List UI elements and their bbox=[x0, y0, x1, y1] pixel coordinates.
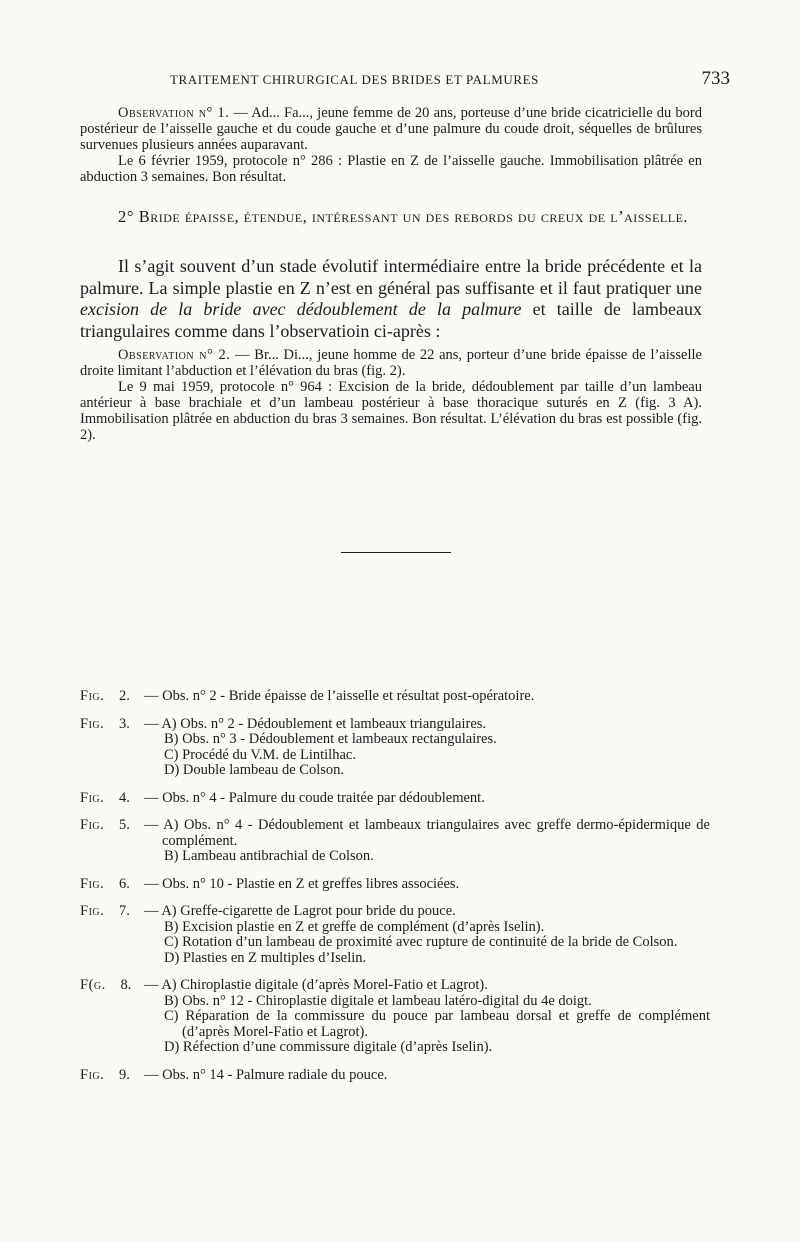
figure-caption bbox=[80, 904, 710, 966]
figure-caption-line: C) Réparation de la commissure du pouce par lambeau dorsal et greffe de complément (d’après Morel-Fatio et Lagrot). bbox=[164, 1008, 710, 1040]
figure-number: Fig. 6. bbox=[80, 875, 130, 892]
body-text-italic: excision de la bride avec dédoublement de la palmure bbox=[80, 299, 522, 319]
figure-caption-line: B) Obs. n° 12 - Chiroplastie digitale et lambeau latéro-digital du 4e doigt. bbox=[164, 992, 592, 1009]
figure-caption-line: D) Réfection d’une commissure digitale (d’après Iselin). bbox=[164, 1039, 493, 1055]
figure-caption bbox=[80, 818, 710, 865]
figure-caption bbox=[80, 791, 710, 807]
figure-caption-line: — Obs. n° 2 - Bride épaisse de l’aisselle et résultat post-opératoire. bbox=[144, 688, 535, 704]
figure-number: Fig. 7. bbox=[80, 903, 130, 919]
figure-captions bbox=[80, 689, 710, 1095]
figure-caption bbox=[80, 1068, 710, 1084]
observation-2-protocol: Le 9 mai 1959, protocole n° 964 : Excision de la bride, dédoublement par taille d’un lambeau antérieur à base brachiale et d’un lambeau postérieur à base thoracique suturés en Z (fig. 3 A). Immobilisation plâtrée en abduction du bras 3 semaines. Bon résultat. L’élévation du bras est possible (fig. 2). bbox=[80, 379, 702, 443]
body-text-2: et taille de lambeaux triangulaires comme dans l’observatioin ci-après : bbox=[80, 299, 702, 341]
figure-caption-line: D) Double lambeau de Colson. bbox=[164, 762, 345, 778]
figure-number: F(g. 8. bbox=[80, 977, 132, 993]
figure-caption-line: C) Procédé du V.M. de Lintilhac. bbox=[164, 746, 356, 763]
running-header bbox=[170, 68, 730, 89]
figure-caption bbox=[80, 717, 710, 779]
figure-number: Fig. 5. bbox=[80, 817, 130, 833]
observation-1 bbox=[80, 105, 702, 185]
section-heading bbox=[80, 206, 702, 228]
figure-caption-line: — A) Obs. n° 2 - Dédoublement et lambeaux triangulaires. bbox=[144, 715, 487, 732]
observation-1-protocol: Le 6 février 1959, protocole n° 286 : Plastie en Z de l’aisselle gauche. Immobilisation plâtrée en abduction 3 semaines. Bon résultat. bbox=[80, 153, 702, 185]
observation-2-text: — Br... Di..., jeune homme de 22 ans, porteur d’une bride épaisse de l’aisselle droite limitant l’abduction et l’élévation du bras (fig. 2). bbox=[80, 347, 702, 379]
figure-caption-line: — A) Chiroplastie digitale (d’après Morel-Fatio et Lagrot). bbox=[144, 977, 488, 993]
figure-caption-line: B) Excision plastie en Z et greffe de complément (d’après Iselin). bbox=[164, 918, 545, 935]
observation-1-text: — Ad... Fa..., jeune femme de 20 ans, porteuse d’une bride cicatricielle du bord postérieur de l’aisselle gauche et du coude gauche et d’une palmure du coude droit, séquelles de brûlures survenues plusieurs années auparavant. bbox=[80, 105, 702, 153]
figure-caption-line: B) Lambeau antibrachial de Colson. bbox=[164, 848, 374, 864]
observation-2-label: Observation n° 2. bbox=[118, 347, 231, 363]
observation-1-label: Observation n° 1. bbox=[118, 105, 230, 121]
page-number: 733 bbox=[701, 68, 730, 89]
figure-caption-line: — Obs. n° 4 - Palmure du coude traitée par dédoublement. bbox=[144, 789, 485, 806]
figure-caption-line: B) Obs. n° 3 - Dédoublement et lambeaux rectangulaires. bbox=[164, 731, 497, 747]
figure-number: Fig. 9. bbox=[80, 1066, 130, 1083]
body-paragraph bbox=[80, 256, 702, 342]
figure-caption bbox=[80, 689, 710, 705]
figure-caption-line: C) Rotation d’un lambeau de proximité avec rupture de continuité de la bride de Colson. bbox=[164, 934, 678, 950]
figure-number: Fig. 3. bbox=[80, 715, 130, 732]
figure-caption-line: — A) Greffe-cigarette de Lagrot pour bride du pouce. bbox=[144, 903, 456, 919]
section-divider bbox=[341, 552, 451, 553]
figure-number: Fig. 4. bbox=[80, 789, 130, 806]
body-text-1: Il s’agit souvent d’un stade évolutif intermédiaire entre la bride précédente et la palmure. La simple plastie en Z n’est en général pas suffisante et il faut pratiquer une bbox=[80, 256, 702, 298]
section-title: Bride épaisse, étendue, intéressant un des rebords du creux de l’aisselle. bbox=[134, 207, 689, 226]
figure-caption-line: D) Plasties en Z multiples d’Iselin. bbox=[164, 949, 367, 966]
figure-caption bbox=[80, 978, 710, 1056]
running-title: TRAITEMENT CHIRURGICAL DES BRIDES ET PALMURES bbox=[170, 72, 539, 87]
observation-2 bbox=[80, 347, 702, 443]
figure-number: Fig. 2. bbox=[80, 688, 130, 704]
figure-caption-line: — Obs. n° 10 - Plastie en Z et greffes libres associées. bbox=[144, 875, 460, 892]
figure-caption bbox=[80, 877, 710, 893]
figure-caption-line: — A) Obs. n° 4 - Dédoublement et lambeaux triangulaires avec greffe dermo-épidermique de complément. bbox=[144, 817, 710, 849]
section-number: 2° bbox=[118, 207, 135, 226]
figure-caption-line: — Obs. n° 14 - Palmure radiale du pouce. bbox=[144, 1066, 388, 1083]
